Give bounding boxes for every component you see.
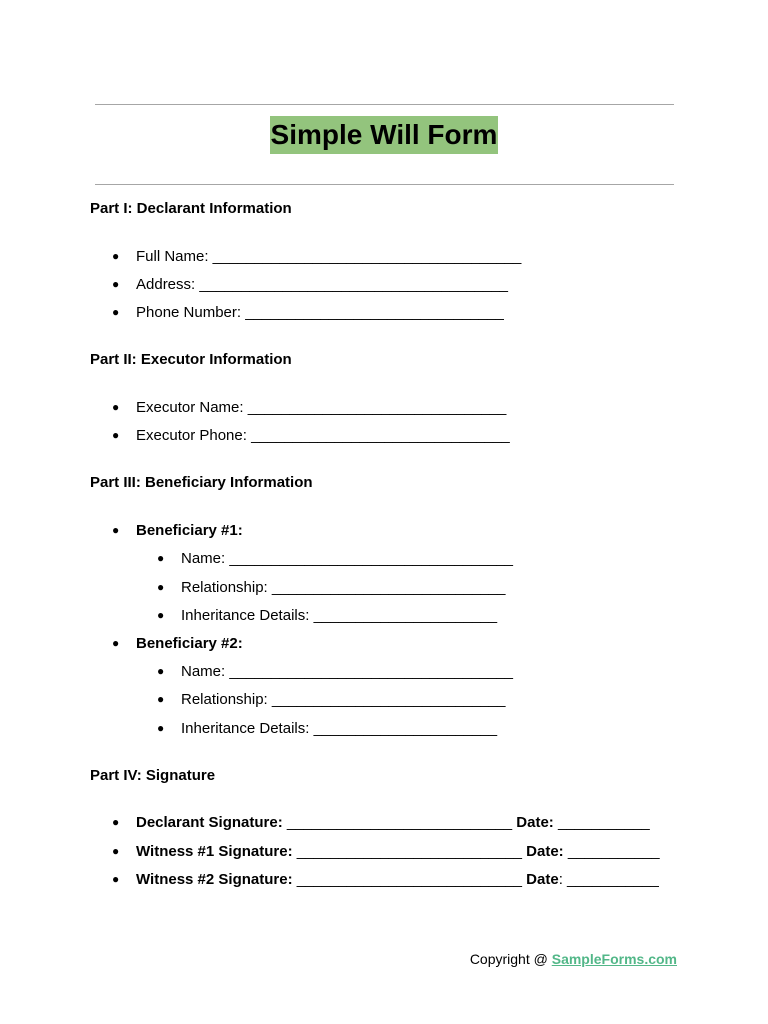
beneficiary-2-heading — [112, 634, 243, 653]
beneficiary-2-name-label: Name: __________________________________ — [181, 663, 513, 680]
brand-link[interactable]: SampleForms.com — [551, 951, 677, 967]
bullet-icon: ● — [112, 305, 120, 319]
bullet-icon: ● — [112, 400, 120, 414]
bullet-icon: ● — [112, 844, 120, 858]
executor-name-field[interactable] — [112, 398, 506, 417]
beneficiary-1-inheritance-field[interactable] — [157, 606, 497, 625]
witness-2-signature-line: ___________________________ — [296, 871, 527, 888]
section-heading-part2: Part II: Executor Information — [90, 351, 292, 368]
beneficiary-2-relationship-label: Relationship: ____________________________ — [181, 691, 506, 708]
witness-1-date-label: Date: — [526, 843, 568, 860]
witness-2-date-label: Date — [526, 871, 559, 888]
beneficiary-2-label: Beneficiary #2: — [136, 635, 243, 652]
address-field[interactable] — [112, 275, 508, 294]
top-divider — [95, 104, 674, 105]
beneficiary-1-heading — [112, 521, 243, 540]
beneficiary-2-name-field[interactable] — [157, 662, 513, 681]
executor-phone-label: Executor Phone: _______________________________ — [136, 427, 510, 444]
section-heading-part4: Part IV: Signature — [90, 767, 216, 784]
witness-1-signature-line: ___________________________ — [296, 843, 527, 860]
page-title: Simple Will Form — [270, 116, 499, 154]
witness-2-date-colon: : — [558, 871, 568, 888]
bullet-icon: ● — [112, 277, 120, 291]
bullet-icon: ● — [112, 636, 120, 650]
full-name-field[interactable] — [112, 247, 521, 266]
bullet-icon: ● — [112, 428, 120, 442]
declarant-date-label: Date: — [516, 814, 558, 831]
bullet-icon: ● — [112, 872, 120, 886]
phone-number-field[interactable] — [112, 303, 504, 322]
beneficiary-1-relationship-field[interactable] — [157, 578, 505, 597]
beneficiary-1-name-field[interactable] — [157, 549, 513, 568]
bullet-icon: ● — [157, 608, 165, 622]
declarant-signature-line: ___________________________ — [286, 814, 517, 831]
bullet-icon: ● — [112, 523, 120, 537]
witness-2-date-line: ___________ — [567, 871, 659, 888]
beneficiary-1-inheritance-label: Inheritance Details: ______________________ — [181, 607, 498, 624]
beneficiary-1-name-label: Name: __________________________________ — [181, 550, 513, 567]
executor-name-label: Executor Name: _______________________________ — [136, 399, 507, 416]
witness-2-signature-field[interactable] — [112, 870, 659, 889]
bullet-icon: ● — [157, 580, 165, 594]
witness-1-date-line: ___________ — [567, 843, 660, 860]
declarant-date-line: ___________ — [557, 814, 650, 831]
section-heading-part3: Part III: Beneficiary Information — [90, 474, 313, 491]
beneficiary-2-inheritance-label: Inheritance Details: ______________________ — [181, 720, 498, 737]
section-heading-part1: Part I: Declarant Information — [90, 200, 292, 217]
witness-1-signature-field[interactable] — [112, 842, 660, 861]
footer-copyright — [470, 951, 677, 968]
witness-1-signature-label: Witness #1 Signature: — [136, 843, 297, 860]
declarant-signature-label: Declarant Signature: — [136, 814, 287, 831]
title-divider — [95, 184, 674, 185]
title-wrapper — [0, 116, 768, 154]
bullet-icon: ● — [112, 249, 120, 263]
declarant-signature-field[interactable] — [112, 813, 650, 832]
full-name-label: Full Name: _____________________________________ — [136, 248, 522, 265]
phone-number-label: Phone Number: _______________________________ — [136, 304, 504, 321]
beneficiary-2-inheritance-field[interactable] — [157, 719, 497, 738]
copyright-text: Copyright @ — [469, 951, 552, 967]
bullet-icon: ● — [112, 815, 120, 829]
bullet-icon: ● — [157, 721, 165, 735]
witness-2-signature-label: Witness #2 Signature: — [136, 871, 297, 888]
executor-phone-field[interactable] — [112, 426, 510, 445]
bullet-icon: ● — [157, 664, 165, 678]
bullet-icon: ● — [157, 551, 165, 565]
address-label: Address: _____________________________________ — [136, 276, 509, 293]
beneficiary-1-relationship-label: Relationship: ____________________________ — [181, 579, 506, 596]
beneficiary-1-label: Beneficiary #1: — [136, 522, 243, 539]
beneficiary-2-relationship-field[interactable] — [157, 690, 505, 709]
bullet-icon: ● — [157, 692, 165, 706]
